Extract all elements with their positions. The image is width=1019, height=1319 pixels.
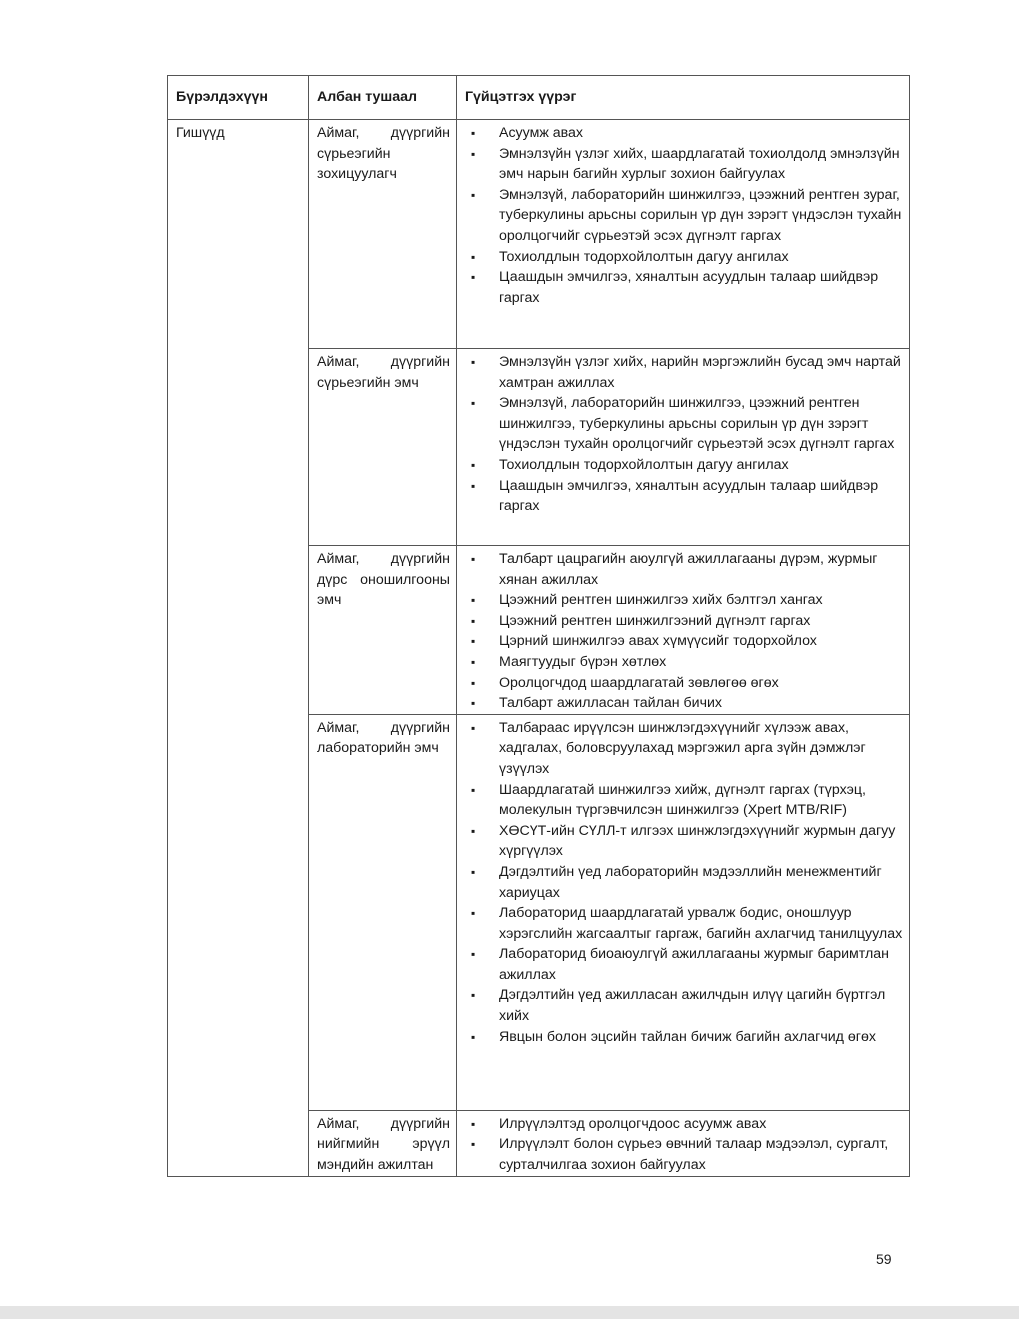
- duty-item: ▪ Явцын болон эцсийн тайлан бичиж багийн ахлагчид өгөх: [499, 1027, 903, 1048]
- duty-item: ▪ Тохиолдлын тодорхойлолтын дагуу ангилах: [499, 247, 903, 268]
- duty-item: ▪ Дэгдэлтийн үед лабораторийн мэдээллийн менежментийг хариуцах: [499, 862, 903, 903]
- duty-item: ▪ Дэгдэлтийн үед ажилласан ажилчдын илүү цагийн бүртгэл хийх: [499, 985, 903, 1026]
- position-cell: Аймаг, дүүргийн лабораторийн эмч: [309, 714, 457, 1110]
- duty-item: ▪ Илрүүлэлт болон сүрьеэ өвчний талаар мэдээлэл, сургалт, сурталчилгаа зохион байгуулах: [499, 1134, 903, 1175]
- duty-item: ▪ Талбарт цацрагийн аюулгүй ажиллагааны дүрэм, журмыг хянан ажиллах: [499, 549, 903, 590]
- duty-item: ▪ Цэрний шинжилгээ авах хүмүүсийг тодорхойлох: [499, 631, 903, 652]
- duty-item: ▪ Эмнэлзүй, лабораторийн шинжилгээ, цээжний рентген шинжилгээ, туберкулины арьсны сорилын үр дүн зэрэгт үндэслэн тухайн оролцогчийг сүрьеэтэй эсэх дүгнэлт гаргах: [499, 393, 903, 455]
- page-number: 59: [876, 1251, 892, 1267]
- duty-item: ▪ Лабораторид шаардлагатай урвалж бодис, оношлуур хэрэгслийн жагсаалтыг гаргаж, багийн ахлагчид танилцуулах: [499, 903, 903, 944]
- duty-item: ▪ Талбарт ажилласан тайлан бичих: [499, 693, 903, 714]
- duties-cell: [457, 546, 910, 715]
- duties-cell: [457, 714, 910, 1110]
- position-cell: Аймаг, дүүргийн нийгмийн эрүүл мэндийн ажилтан: [309, 1110, 457, 1176]
- duty-item: ▪ Талбараас ирүүлсэн шинжлэгдэхүүнийг хүлээж авах, хадгалах, боловсруулахад мэргэжил арга зүйн дэмжлэг үзүүлэх: [499, 718, 903, 780]
- group-cell: Гишүүд: [168, 120, 309, 1177]
- header-position: Албан тушаал: [309, 76, 457, 120]
- position-cell: Аймаг, дүүргийн дүрс оношилгооны эмч: [309, 546, 457, 715]
- scan-bottom-band: [0, 1306, 1019, 1319]
- duty-item: ▪ Эмнэлзүйн үзлэг хийх, шаардлагатай тохиолдолд эмнэлзүйн эмч нарын багийн хурлыг зохион байгуулах: [499, 144, 903, 185]
- duty-item: ▪ Эмнэлзүйн үзлэг хийх, нарийн мэргэжлийн бусад эмч нартай хамтран ажиллах: [499, 352, 903, 393]
- roles-table: [167, 75, 910, 1177]
- duties-list: [465, 1114, 903, 1176]
- duty-item: ▪ Оролцогчдод шаардлагатай зөвлөгөө өгөх: [499, 673, 903, 694]
- duties-list: [465, 123, 903, 308]
- duties-cell: [457, 120, 910, 349]
- duty-item: ▪ Цаашдын эмчилгээ, хяналтын асуудлын талаар шийдвэр гаргах: [499, 267, 903, 308]
- header-composition: Бүрэлдэхүүн: [168, 76, 309, 120]
- duty-item: ▪ Лабораторид биоаюулгүй ажиллагааны журмыг баримтлан ажиллах: [499, 944, 903, 985]
- position-cell: Аймаг, дүүргийн сүрьеэгийн зохицуулагч: [309, 120, 457, 349]
- table-row: [168, 120, 910, 349]
- duties-list: [465, 352, 903, 517]
- duty-item: ▪ Цээжний рентген шинжилгээний дүгнэлт гаргах: [499, 611, 903, 632]
- duties-list: [465, 549, 903, 714]
- duties-list: [465, 718, 903, 1048]
- duty-item: ▪ Шаардлагатай шинжилгээ хийж, дүгнэлт гаргах (түрхэц, молекулын түргэвчилсэн шинжилгээ (Xpert MTB/RIF): [499, 780, 903, 821]
- duties-cell: [457, 1110, 910, 1176]
- duties-cell: [457, 349, 910, 546]
- duty-item: ▪ ХӨСҮТ-ийн СҮЛЛ-т илгээх шинжлэгдэхүүнийг журмын дагуу хүргүүлэх: [499, 821, 903, 862]
- duty-item: ▪ Эмнэлзүй, лабораторийн шинжилгээ, цээжний рентген зураг, туберкулины арьсны сорилын үр дүн зэрэгт үндэслэн тухайн оролцогчийг сүрьеэтэй эсэх дүгнэлт гаргах: [499, 185, 903, 247]
- position-cell: Аймаг, дүүргийн сүрьеэгийн эмч: [309, 349, 457, 546]
- header-duties: Гүйцэтгэх үүрэг: [457, 76, 910, 120]
- table-header-row: [168, 76, 910, 120]
- duty-item: ▪ Тохиолдлын тодорхойлолтын дагуу ангилах: [499, 455, 903, 476]
- duty-item: ▪ Асуумж авах: [499, 123, 903, 144]
- duty-item: ▪ Цээжний рентген шинжилгээ хийх бэлтгэл хангах: [499, 590, 903, 611]
- duty-item: ▪ Илрүүлэлтэд оролцогчдоос асуумж авах: [499, 1114, 903, 1135]
- duty-item: ▪ Маягтуудыг бүрэн хөтлөх: [499, 652, 903, 673]
- duty-item: ▪ Цаашдын эмчилгээ, хяналтын асуудлын талаар шийдвэр гаргах: [499, 476, 903, 517]
